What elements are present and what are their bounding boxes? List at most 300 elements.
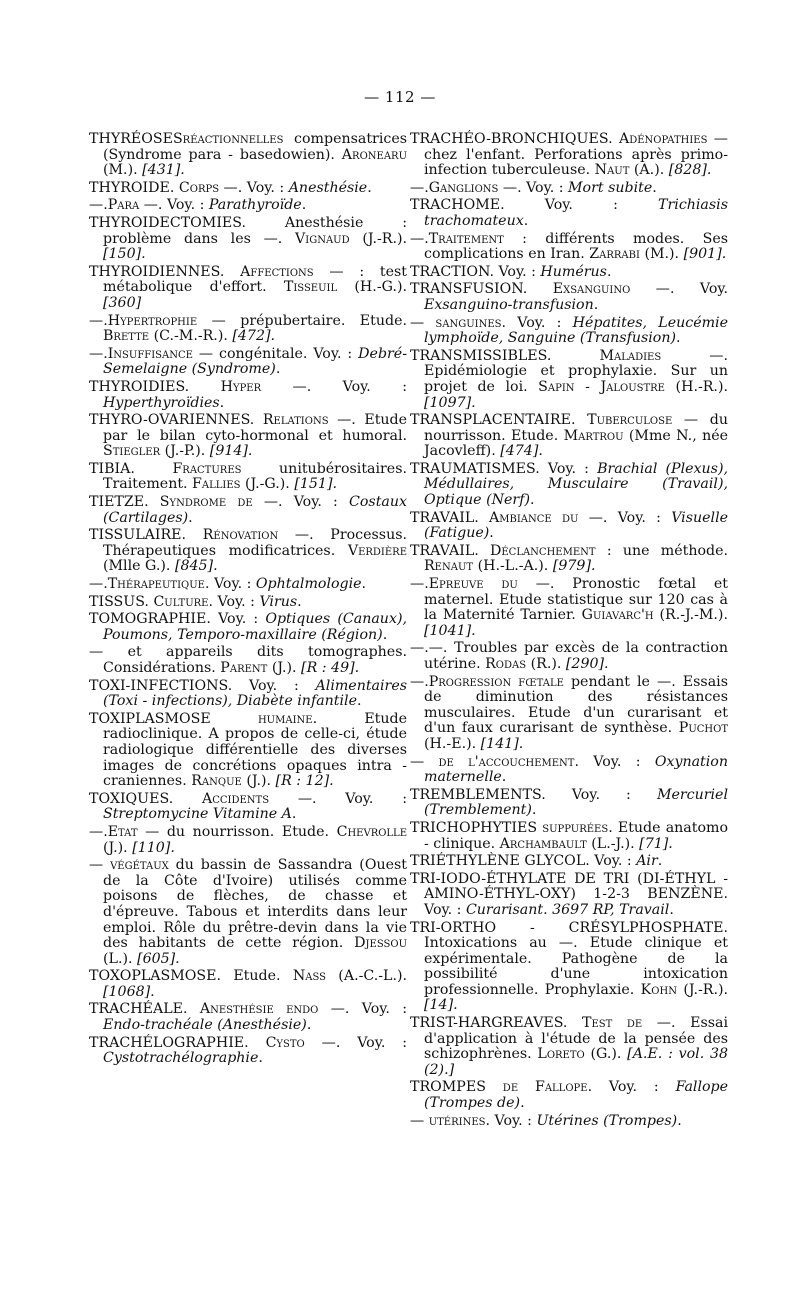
entry-rest: (J.-P.).: [160, 443, 210, 460]
entry-heading: TIETZE.: [89, 494, 149, 511]
entry-heading: TISSUS.: [89, 593, 149, 610]
entry-heading: THYRO-OVARIENNES.: [89, 412, 255, 429]
entry-heading: —.: [89, 345, 108, 362]
entry-text: . Voy. :: [485, 1112, 537, 1129]
entry-rest: .: [523, 212, 529, 229]
entry-crossref: Mort subite: [568, 179, 653, 196]
entry-heading: THYROIDECTOMIES.: [89, 214, 247, 231]
entry-subheading: Ambiance du: [478, 509, 579, 526]
entry-text: —. Voy. :: [252, 494, 350, 511]
entry-reference: [290].: [565, 656, 609, 672]
entry-subheading: de Fallope: [485, 1079, 588, 1096]
entry-text: —. Voy. :: [318, 1001, 407, 1018]
entry-reference: [1068].: [103, 983, 155, 1000]
entry-rest: .: [593, 296, 599, 313]
entry-author: Kohn: [640, 981, 677, 998]
entry-heading: TRACHÉO-BRONCHIQUES.: [410, 131, 613, 147]
entry-rest: .: [382, 626, 388, 643]
index-entry: [410, 198, 728, 229]
index-entry: [89, 1036, 407, 1067]
entry-author: Chevrolle: [336, 823, 407, 840]
entry-crossref: Hépatites, Leucémie lymphoïde, Sanguine (Transfusion): [424, 314, 728, 347]
entry-reference: [914].: [209, 443, 253, 460]
entry-heading: TRACHOME.: [410, 197, 505, 214]
entry-subheading: Anesthésie endo: [187, 1001, 319, 1018]
entry-subheading: humaine: [210, 710, 313, 727]
entry-reference: [R : 12].: [275, 773, 334, 790]
index-entry: [410, 181, 728, 197]
entry-subheading: suppurées: [537, 819, 609, 836]
index-entry: [89, 216, 407, 263]
index-entry: [410, 1080, 728, 1111]
entry-rest: (A.).: [629, 162, 669, 179]
entry-crossref: Hyperthyroïdies: [103, 394, 220, 411]
entry-text: —. Voy.: [630, 281, 729, 298]
entry-subheading: Progression fœtale: [428, 673, 564, 690]
entry-subheading: Hyper: [189, 378, 262, 395]
entry-text: . Voy. :: [501, 314, 573, 331]
entry-heading: TRACTION.: [410, 263, 494, 280]
index-entry: [410, 511, 728, 542]
entry-subheading: Relations: [254, 412, 329, 429]
index-entry: [410, 265, 728, 281]
index-entry: [89, 347, 407, 378]
entry-heading: THYRÉOSES: [89, 131, 183, 147]
entry-rest: .: [606, 263, 612, 280]
entry-subheading: Hypertrophie: [107, 312, 198, 329]
entry-heading: —.: [410, 230, 429, 247]
entry-text: —. Voy. :: [578, 509, 672, 526]
entry-rest: .: [657, 853, 663, 870]
entry-subheading: utérines: [424, 1112, 486, 1129]
entry-crossref: Oxynation maternelle: [424, 753, 728, 786]
entry-text: du bassin de Sassandra (Ouest de la Côte d'Ivoire) utilisés comme poisons de flèches, de chasse et d'épreuve. Tabous et interdits dans leur emploi. Rôle du prêtre-devin dans la vie des habitants de cette région.: [103, 857, 407, 952]
index-entry: [410, 1016, 728, 1078]
entry-text: — chez l'enfant. Perforations après primo-infection tuberculeuse.: [424, 131, 728, 179]
entry-text: et appareils dits tomographes. Considérations.: [103, 644, 407, 676]
entry-author: Naut: [594, 162, 630, 179]
entry-heading: —.: [410, 179, 429, 196]
entry-heading: THYROIDIENNES.: [89, 263, 225, 280]
entry-reference: [151].: [294, 476, 337, 493]
entry-text: compensatrices (Syndrome para - basedowien).: [103, 131, 407, 163]
entry-rest: .: [219, 394, 225, 411]
entry-author: Vignaud: [295, 230, 350, 247]
entry-rest: .: [361, 576, 367, 593]
entry-author: Zarrabi: [589, 246, 640, 263]
index-entry: [410, 462, 728, 509]
entry-rest: (J.).: [267, 660, 302, 676]
entry-crossref: Cystotrachélographie: [103, 1050, 259, 1067]
entry-rest: .: [301, 197, 307, 214]
entry-subheading: Ganglions: [428, 179, 499, 196]
entry-subheading: Exsanguino: [527, 281, 631, 298]
index-entry: [410, 349, 728, 411]
entry-heading: TOXIQUES.: [89, 790, 174, 807]
entry-text: —. Processus. Thérapeutiques modificatrices.: [103, 527, 407, 559]
index-entry: [410, 132, 728, 179]
entry-reference: [845].: [174, 558, 218, 575]
entry-rest: .: [356, 693, 362, 710]
entry-crossref: Virus: [259, 593, 298, 610]
entry-text: . Etude radioclinique. A propos de celle-ci, étude radiologique différentielle des diverses images de concrétions opaques intra - craniennes.: [103, 710, 407, 790]
entry-rest: .: [291, 806, 297, 823]
entry-author: Loreto: [537, 1046, 585, 1063]
entry-author: Stiegler: [103, 443, 161, 460]
entry-text: : une méthode.: [595, 542, 728, 559]
entry-subheading: Etat: [107, 823, 138, 840]
entry-rest: .: [520, 1095, 525, 1112]
index-entry: [89, 712, 407, 790]
index-entry: [410, 854, 728, 870]
entry-rest: .: [531, 802, 537, 819]
entry-text: Voy. :: [232, 677, 316, 694]
entry-crossref: Anesthésie: [288, 179, 368, 196]
entry-rest: (L.).: [103, 950, 138, 967]
entry-rest: .: [367, 179, 372, 196]
entry-subheading: Epreuve du: [428, 576, 518, 593]
entry-text: —. Epidémiologie et prophylaxie. Sur un projet de loi.: [424, 347, 728, 395]
index-entry: [89, 495, 407, 526]
entry-rest: (M.).: [639, 246, 684, 263]
entry-rest: .: [530, 492, 535, 509]
entry-crossref: Exsanguino-transfusion: [424, 296, 594, 313]
entry-author: Verdière: [347, 542, 407, 559]
index-entry: [410, 1114, 728, 1130]
entry-author: Guiavarc'h: [581, 607, 654, 624]
entry-crossref: Fallope (Trompes de): [424, 1079, 728, 1112]
index-entry: [410, 413, 728, 460]
index-entry: [89, 413, 407, 460]
entry-subheading: Traitement: [428, 230, 504, 247]
entry-heading: TRAVAIL.: [410, 509, 479, 526]
entry-author: Fallies: [192, 476, 241, 493]
index-entry: [410, 821, 728, 852]
entry-heading: TIBIA.: [89, 460, 135, 477]
entry-rest: (R.).: [526, 656, 566, 672]
entry-text: : différents modes. Ses complications en Iran.: [424, 230, 728, 263]
entry-subheading: Fractures: [134, 460, 242, 477]
entry-heading: TRACHÉLOGRAPHIE.: [89, 1034, 249, 1051]
entry-heading: TRANSPLACENTAIRE.: [410, 412, 576, 429]
index-entry: [410, 872, 728, 919]
entry-text: Anesthésie : problème dans les —.: [103, 214, 407, 247]
entry-reference: [979].: [552, 558, 596, 575]
entry-subheading: sanguines: [424, 314, 502, 331]
index-entry: [410, 675, 728, 753]
entry-subheading: Para: [107, 197, 140, 214]
entry-subheading: Culture: [148, 593, 209, 610]
entry-heading: TRI-ORTHO - CRÉSYLPHOSPHATE.: [410, 919, 728, 936]
entry-author: Martrou: [563, 427, 624, 444]
index-entry: [89, 825, 407, 856]
entry-subheading: Test de: [567, 1015, 643, 1032]
entry-reference: [431].: [142, 162, 185, 179]
entry-text: . Voy. :: [574, 753, 655, 770]
entry-crossref: Curarisant. 3697 RP, Travail: [465, 901, 670, 918]
index-entry: [410, 921, 728, 1015]
entry-text: —. Voy. :: [498, 179, 569, 196]
index-entry: [89, 595, 407, 611]
entry-text: — congénitale. Voy. :: [192, 345, 359, 362]
entry-rest: .: [677, 1112, 682, 1129]
entry-rest: (J.-R.).: [349, 230, 408, 247]
entry-heading: —: [410, 753, 425, 770]
entry-rest: (L.-J.).: [586, 835, 640, 852]
entry-text: Voy. :: [589, 853, 637, 870]
entry-text: —. Essai d'application à l'étude de la pensée des schizophrènes.: [424, 1015, 728, 1063]
index-entry: [410, 788, 728, 819]
entry-rest: .: [501, 769, 507, 786]
entry-subheading: Maladies: [551, 347, 662, 364]
entry-rest: (H.-G.).: [337, 279, 407, 296]
entry-rest: (G.).: [584, 1046, 628, 1063]
entry-reference: [474].: [500, 443, 543, 460]
entry-text: Voy. :: [539, 460, 598, 477]
index-entry: [89, 645, 407, 676]
entry-subheading: Rénovation: [186, 527, 279, 544]
entry-heading: TRIST-HARGREAVES.: [410, 1015, 568, 1032]
entry-text: —. Voy. :: [304, 1034, 407, 1051]
entry-crossref: Alimentaires (Toxi - infections), Diabète infantile: [103, 677, 407, 710]
index-entry: [89, 1002, 407, 1033]
entry-author: Puchot: [678, 720, 728, 737]
entry-rest: (J.).: [103, 839, 133, 856]
entry-rest: .: [652, 179, 657, 196]
entry-author: Djessou: [354, 935, 407, 952]
index-entry: [410, 282, 728, 313]
entry-text: Intoxications au —. Etude clinique et expérimentale. Pathogène de la possibilité d'une intoxication professionnelle. Prophylaxie.: [424, 935, 728, 998]
entry-text: Voy. :: [493, 263, 541, 280]
index-entry: [410, 544, 728, 575]
entry-heading: —.: [410, 640, 429, 657]
index-entry: [89, 198, 407, 214]
entry-heading: TREMBLEMENTS.: [410, 786, 546, 803]
entry-crossref: Endo-trachéale (Anesthésie): [103, 1017, 307, 1034]
entry-heading: TRIÉTHYLÈNE GLYCOL.: [410, 853, 590, 870]
index-entry: [89, 679, 407, 710]
entry-text: unitubérositaires. Traitement.: [103, 460, 407, 493]
entry-reference: [110].: [132, 839, 175, 856]
entry-rest: (A.-C.-L.).: [325, 968, 407, 985]
entry-rest: (C.-M.-R.).: [149, 328, 233, 345]
index-entry: [89, 858, 407, 967]
left-column: [89, 132, 407, 1069]
entry-text: —. Voy. :: [139, 197, 209, 214]
entry-crossref: Streptomycine Vitamine A: [103, 806, 292, 823]
entry-rest: (H.-L.-A.).: [473, 558, 553, 575]
entry-rest: .: [676, 330, 681, 347]
entry-rest: (M.).: [103, 162, 143, 179]
entry-subheading: Adénopathies: [612, 131, 708, 147]
entry-heading: TRACHÉALE.: [89, 1001, 188, 1018]
entry-heading: TOXI-INFECTIONS.: [89, 677, 233, 694]
entry-subheading: de l'accouchement: [424, 753, 575, 770]
entry-author: Sapin - Jaloustre: [538, 378, 665, 395]
entry-rest: .: [669, 901, 674, 918]
entry-heading: TOMOGRAPHIE.: [89, 611, 211, 628]
entry-crossref: Mercuriel (Tremblement): [424, 786, 728, 819]
entry-text: — : test métabolique d'effort.: [103, 263, 407, 296]
entry-text: —. Troubles par excès de la contraction utérine.: [424, 640, 728, 672]
entry-crossref: Ophtalmologie: [255, 576, 362, 593]
index-entry: [89, 528, 407, 575]
index-entry: [410, 232, 728, 263]
entry-reference: [141].: [480, 735, 524, 752]
entry-crossref: Parathyroïde: [208, 197, 302, 214]
entry-heading: TRAVAIL.: [410, 542, 479, 559]
entry-rest: .: [306, 1017, 312, 1034]
entry-reference: [150].: [103, 246, 146, 263]
page-number: — 112 —: [364, 88, 436, 106]
entry-crossref: Utérines (Trompes): [536, 1112, 678, 1129]
entry-subheading: Accidents: [173, 790, 270, 807]
entry-reference: [828].: [668, 162, 712, 179]
entry-rest: (Mlle G.).: [103, 558, 175, 575]
entry-author: Nass: [292, 968, 326, 985]
entry-subheading: réactionnelles: [182, 131, 284, 147]
entry-text: Voy. :: [504, 197, 659, 214]
entry-text: Voy. :: [424, 901, 466, 918]
entry-crossref: Humérus: [540, 263, 607, 280]
entry-text: — du nourrisson. Etude.: [424, 412, 728, 444]
entry-rest: (Mme N., née Jacovleff).: [424, 427, 728, 460]
entry-crossref: Costaux (Cartilages): [103, 494, 407, 526]
entry-rest: (H.-R.).: [664, 378, 728, 395]
entry-subheading: Affections: [224, 263, 314, 280]
index-entry: [89, 969, 407, 1000]
entry-heading: THYROIDE.: [89, 179, 175, 196]
entry-crossref: Trichiasis trachomateux: [424, 197, 728, 229]
entry-subheading: végétaux: [103, 857, 169, 874]
entry-rest: .: [275, 361, 281, 378]
index-entry: [89, 314, 407, 345]
entry-heading: —.: [89, 312, 108, 329]
entry-reference: [A.E. : vol. 38 (2).]: [424, 1046, 729, 1078]
entry-heading: —.: [410, 576, 429, 593]
entry-heading: —: [410, 1112, 425, 1129]
index-entry: [89, 577, 407, 593]
entry-heading: —.: [89, 197, 108, 214]
entry-rest: (R.-J.-M.).: [653, 607, 728, 624]
entry-heading: TISSULAIRE.: [89, 527, 187, 544]
entry-rest: (J.-G.).: [240, 476, 295, 493]
index-entry: [410, 755, 728, 786]
entry-text: Voy. :: [545, 786, 657, 803]
index-entry: [410, 577, 728, 639]
entry-reference: [71].: [639, 835, 673, 852]
entry-author: Ranque: [191, 773, 242, 790]
entry-subheading: Thérapeutique: [107, 576, 205, 593]
entry-heading: —: [89, 857, 104, 874]
entry-rest: (J.-R.).: [676, 981, 728, 998]
index-entry: [89, 792, 407, 823]
entry-heading: —.: [410, 673, 429, 690]
entry-heading: THYROIDIES.: [89, 378, 190, 395]
entry-rest: (H.-E.).: [424, 735, 481, 752]
entry-rest: .: [188, 509, 193, 526]
right-column: [410, 132, 728, 1131]
index-entry: [89, 380, 407, 411]
entry-subheading: Déclanchement: [478, 542, 596, 559]
entry-reference: [14].: [424, 997, 458, 1014]
entry-reference: [1097].: [424, 394, 476, 411]
entry-reference: [1041].: [424, 622, 476, 639]
entry-heading: TRICHOPHYTIES: [410, 819, 538, 836]
entry-subheading: Corps: [174, 179, 220, 196]
entry-subheading: Insuffisance: [107, 345, 193, 362]
entry-reference: [901].: [683, 246, 727, 263]
entry-author: Aronearu: [341, 146, 407, 163]
entry-heading: TOXIPLASMOSE: [89, 710, 211, 727]
entry-crossref: Optiques (Canaux), Poumons, Temporo-maxillaire (Région): [103, 611, 407, 643]
entry-author: Parent: [220, 660, 268, 676]
entry-crossref: Brachial (Plexus), Médullaires, Musculaire (Travail), Optique (Nerf): [424, 460, 728, 509]
entry-text: . Voy. :: [587, 1079, 676, 1096]
entry-text: pendant le —. Essais de diminution des résistances musculaires. Etude d'un curarisant et d'un faux curarisant de synthèse.: [424, 673, 728, 737]
index-entry: [89, 462, 407, 493]
entry-reference: [472].: [232, 328, 276, 345]
index-entry: [410, 316, 728, 347]
entry-subheading: Cysto: [248, 1034, 305, 1051]
entry-heading: TROMPES: [410, 1079, 486, 1096]
entry-subheading: Syndrome de: [148, 494, 253, 511]
entry-crossref: Air: [636, 853, 658, 870]
entry-author: Archambault: [499, 835, 587, 852]
entry-crossref: Visuelle (Fatigue): [424, 509, 729, 542]
entry-rest: .: [258, 1050, 263, 1067]
entry-crossref: Debré-Semelaigne (Syndrome): [103, 345, 407, 378]
index-entry: [410, 641, 728, 672]
entry-reference: [R : 49].: [301, 660, 360, 676]
entry-heading: TRAUMATISMES.: [410, 460, 540, 477]
entry-author: Renaut: [424, 558, 474, 575]
entry-text: . Etude anatomo - clinique.: [424, 819, 728, 852]
entry-heading: —: [89, 644, 104, 661]
entry-heading: TOXOPLASMOSE.: [89, 968, 222, 985]
entry-heading: —.: [89, 823, 108, 840]
entry-text: —. Voy. :: [219, 179, 289, 196]
entry-reference: [605].: [137, 950, 180, 967]
entry-reference: [360]: [103, 294, 142, 311]
entry-heading: TRANSFUSION.: [410, 281, 528, 298]
entry-text: Etude.: [221, 968, 293, 985]
entry-subheading: Tuberculose: [575, 412, 673, 429]
index-entry: [89, 181, 407, 197]
entry-text: —. Etude par le bilan cyto-hormonal et humoral.: [103, 412, 408, 444]
index-entry: [89, 612, 407, 643]
entry-heading: —.: [89, 576, 108, 593]
entry-heading: TRI-IODO-ÉTHYLATE DE TRI (DI-ÉTHYL - AMINO-ÉTHYL-OXY) 1-2-3 BENZÈNE.: [410, 870, 728, 903]
entry-heading: TRANSMISSIBLES.: [410, 347, 552, 364]
entry-text: —. Voy. :: [261, 378, 407, 395]
entry-text: Voy. :: [210, 611, 266, 628]
entry-author: Tisseuil: [283, 279, 338, 296]
entry-text: — prépubertaire. Etude.: [197, 312, 407, 329]
entry-author: Brette: [103, 328, 150, 345]
index-entry: [89, 132, 407, 179]
entry-text: —. Voy. :: [269, 790, 407, 807]
entry-text: — du nourrisson. Etude.: [137, 823, 337, 840]
entry-rest: .: [489, 525, 494, 542]
entry-text: —. Pronostic fœtal et maternel. Etude statistique sur 120 cas à la Maternité Tarnier.: [424, 576, 728, 624]
entry-text: . Voy. :: [204, 576, 256, 593]
entry-author: Rodas: [485, 656, 527, 672]
entry-heading: —: [410, 314, 425, 331]
entry-text: . Voy. :: [208, 593, 260, 610]
index-entry: [89, 265, 407, 312]
entry-rest: (J.).: [241, 773, 276, 790]
